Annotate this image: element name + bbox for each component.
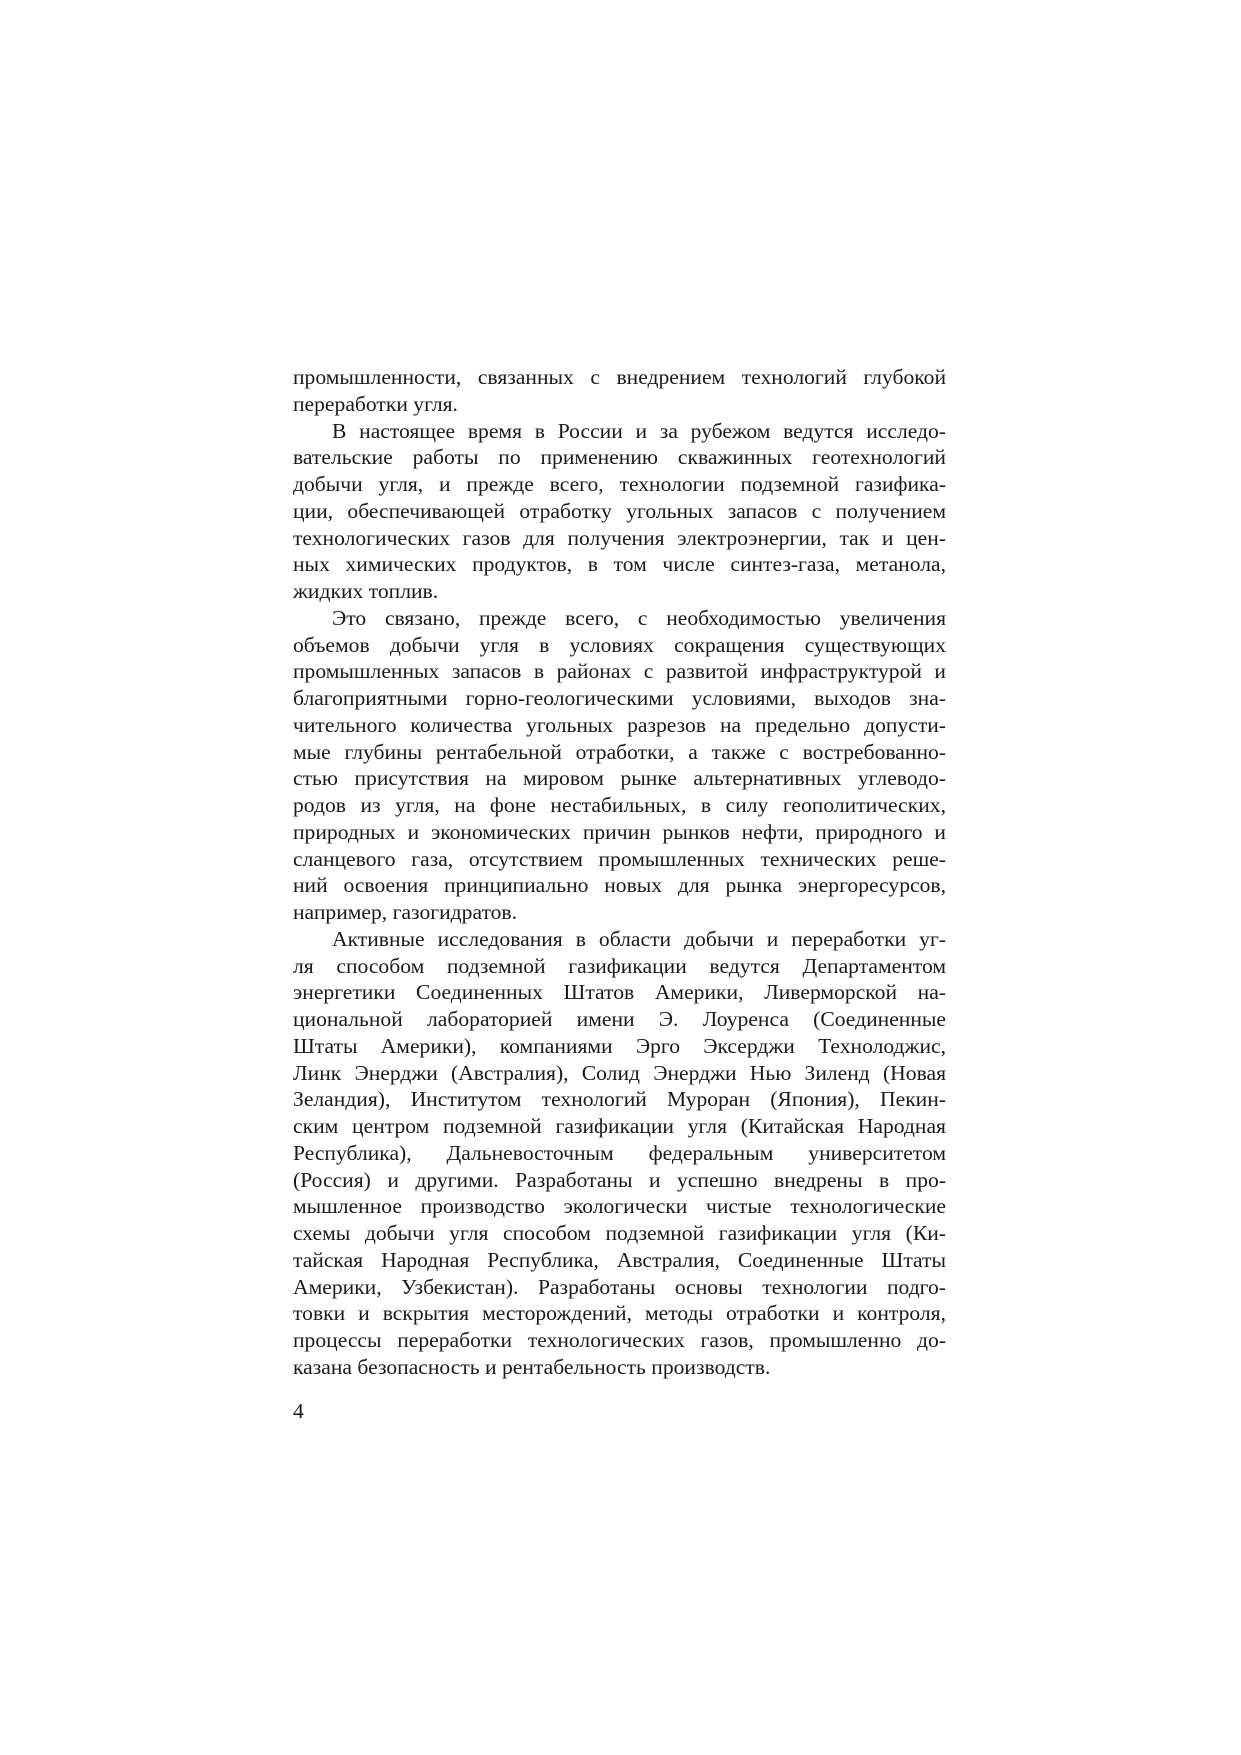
text-line: жидких топлив.	[293, 579, 439, 603]
text-line: благоприятными горно-геологическими условиями, выходов зна-	[293, 686, 946, 710]
text-line: казана безопасность и рентабельность производств.	[293, 1354, 771, 1379]
text-line: товки и вскрытия месторождений, методы отработки и контроля,	[293, 1301, 946, 1326]
text-line: ским центром подземной газификации угля (Китайская Народная	[293, 1114, 946, 1138]
text-line: технологических газов для получения электроэнергии, так и цен-	[293, 525, 946, 550]
text-line: ных химических продуктов, в том числе синтез-газа, метанола,	[293, 552, 946, 577]
text-line: мышленное производство экологически чистые технологические	[293, 1194, 946, 1219]
text-line: ля способом подземной газификации ведутся Департаментом	[293, 953, 946, 978]
text-line: циональной лабораторией имени Э. Лоуренса (Соединенные	[293, 1007, 946, 1031]
text-line: процессы переработки технологических газов, промышленно до-	[293, 1328, 946, 1352]
text-line: Республика), Дальневосточным федеральным университетом	[293, 1140, 946, 1165]
text-line: промышленных запасов в районах с развитой инфраструктурой и	[293, 659, 946, 684]
paragraph-2	[293, 418, 946, 605]
text-line: переработки угля.	[293, 391, 458, 416]
text-line: Это связано, прежде всего, с необходимостью увеличения	[332, 605, 946, 630]
text-line: ции, обеспечивающей отработку угольных запасов с получением	[293, 498, 946, 523]
text-line: например, газогидратов.	[293, 900, 518, 924]
body-text	[293, 364, 946, 1381]
text-line: (Россия) и другими. Разработаны и успешно внедрены в про-	[293, 1167, 946, 1192]
text-line: Америки, Узбекистан). Разработаны основы технологии подго-	[293, 1274, 946, 1299]
text-line: природных и экономических причин рынков нефти, природного и	[293, 819, 946, 844]
page-number: 4	[293, 1399, 304, 1423]
text-line: промышленности, связанных с внедрением технологий глубокой	[293, 365, 946, 389]
text-line: сланцевого газа, отсутствием промышленных технических реше-	[293, 846, 946, 871]
text-line: Активные исследования в области добычи и переработки уг-	[332, 926, 946, 951]
text-line: Линк Энерджи (Австралия), Солид Энерджи Нью Зиленд (Новая	[293, 1060, 946, 1085]
paragraph-1	[293, 364, 946, 418]
text-line: чительного количества угольных разрезов на предельно допусти-	[293, 712, 946, 737]
text-line: Зеландия), Институтом технологий Муроран (Япония), Пекин-	[293, 1087, 946, 1112]
text-line: Штаты Америки), компаниями Эрго Эксерджи Технолоджис,	[293, 1033, 946, 1058]
text-line: В настоящее время в России и за рубежом ведутся исследо-	[332, 418, 946, 443]
text-line: вательские работы по применению скважинных геотехнологий	[293, 445, 946, 470]
paragraph-4	[293, 926, 946, 1381]
text-line: тайская Народная Республика, Австралия, Соединенные Штаты	[293, 1247, 946, 1272]
text-line: родов из угля, на фоне нестабильных, в силу геополитических,	[293, 793, 946, 817]
paragraph-3	[293, 605, 946, 926]
text-line: добычи угля, и прежде всего, технологии подземной газифика-	[293, 472, 946, 496]
text-line: объемов добычи угля в условиях сокращения существующих	[293, 632, 946, 657]
text-line: стью присутствия на мировом рынке альтернативных углеводо-	[293, 766, 946, 791]
text-line: схемы добычи угля способом подземной газификации угля (Ки-	[293, 1221, 946, 1245]
text-line: мые глубины рентабельной отработки, а также с востребованно-	[293, 739, 946, 764]
text-line: ний освоения принципиально новых для рынка энергоресурсов,	[293, 873, 946, 898]
text-line: энергетики Соединенных Штатов Америки, Ливерморской на-	[293, 980, 946, 1005]
